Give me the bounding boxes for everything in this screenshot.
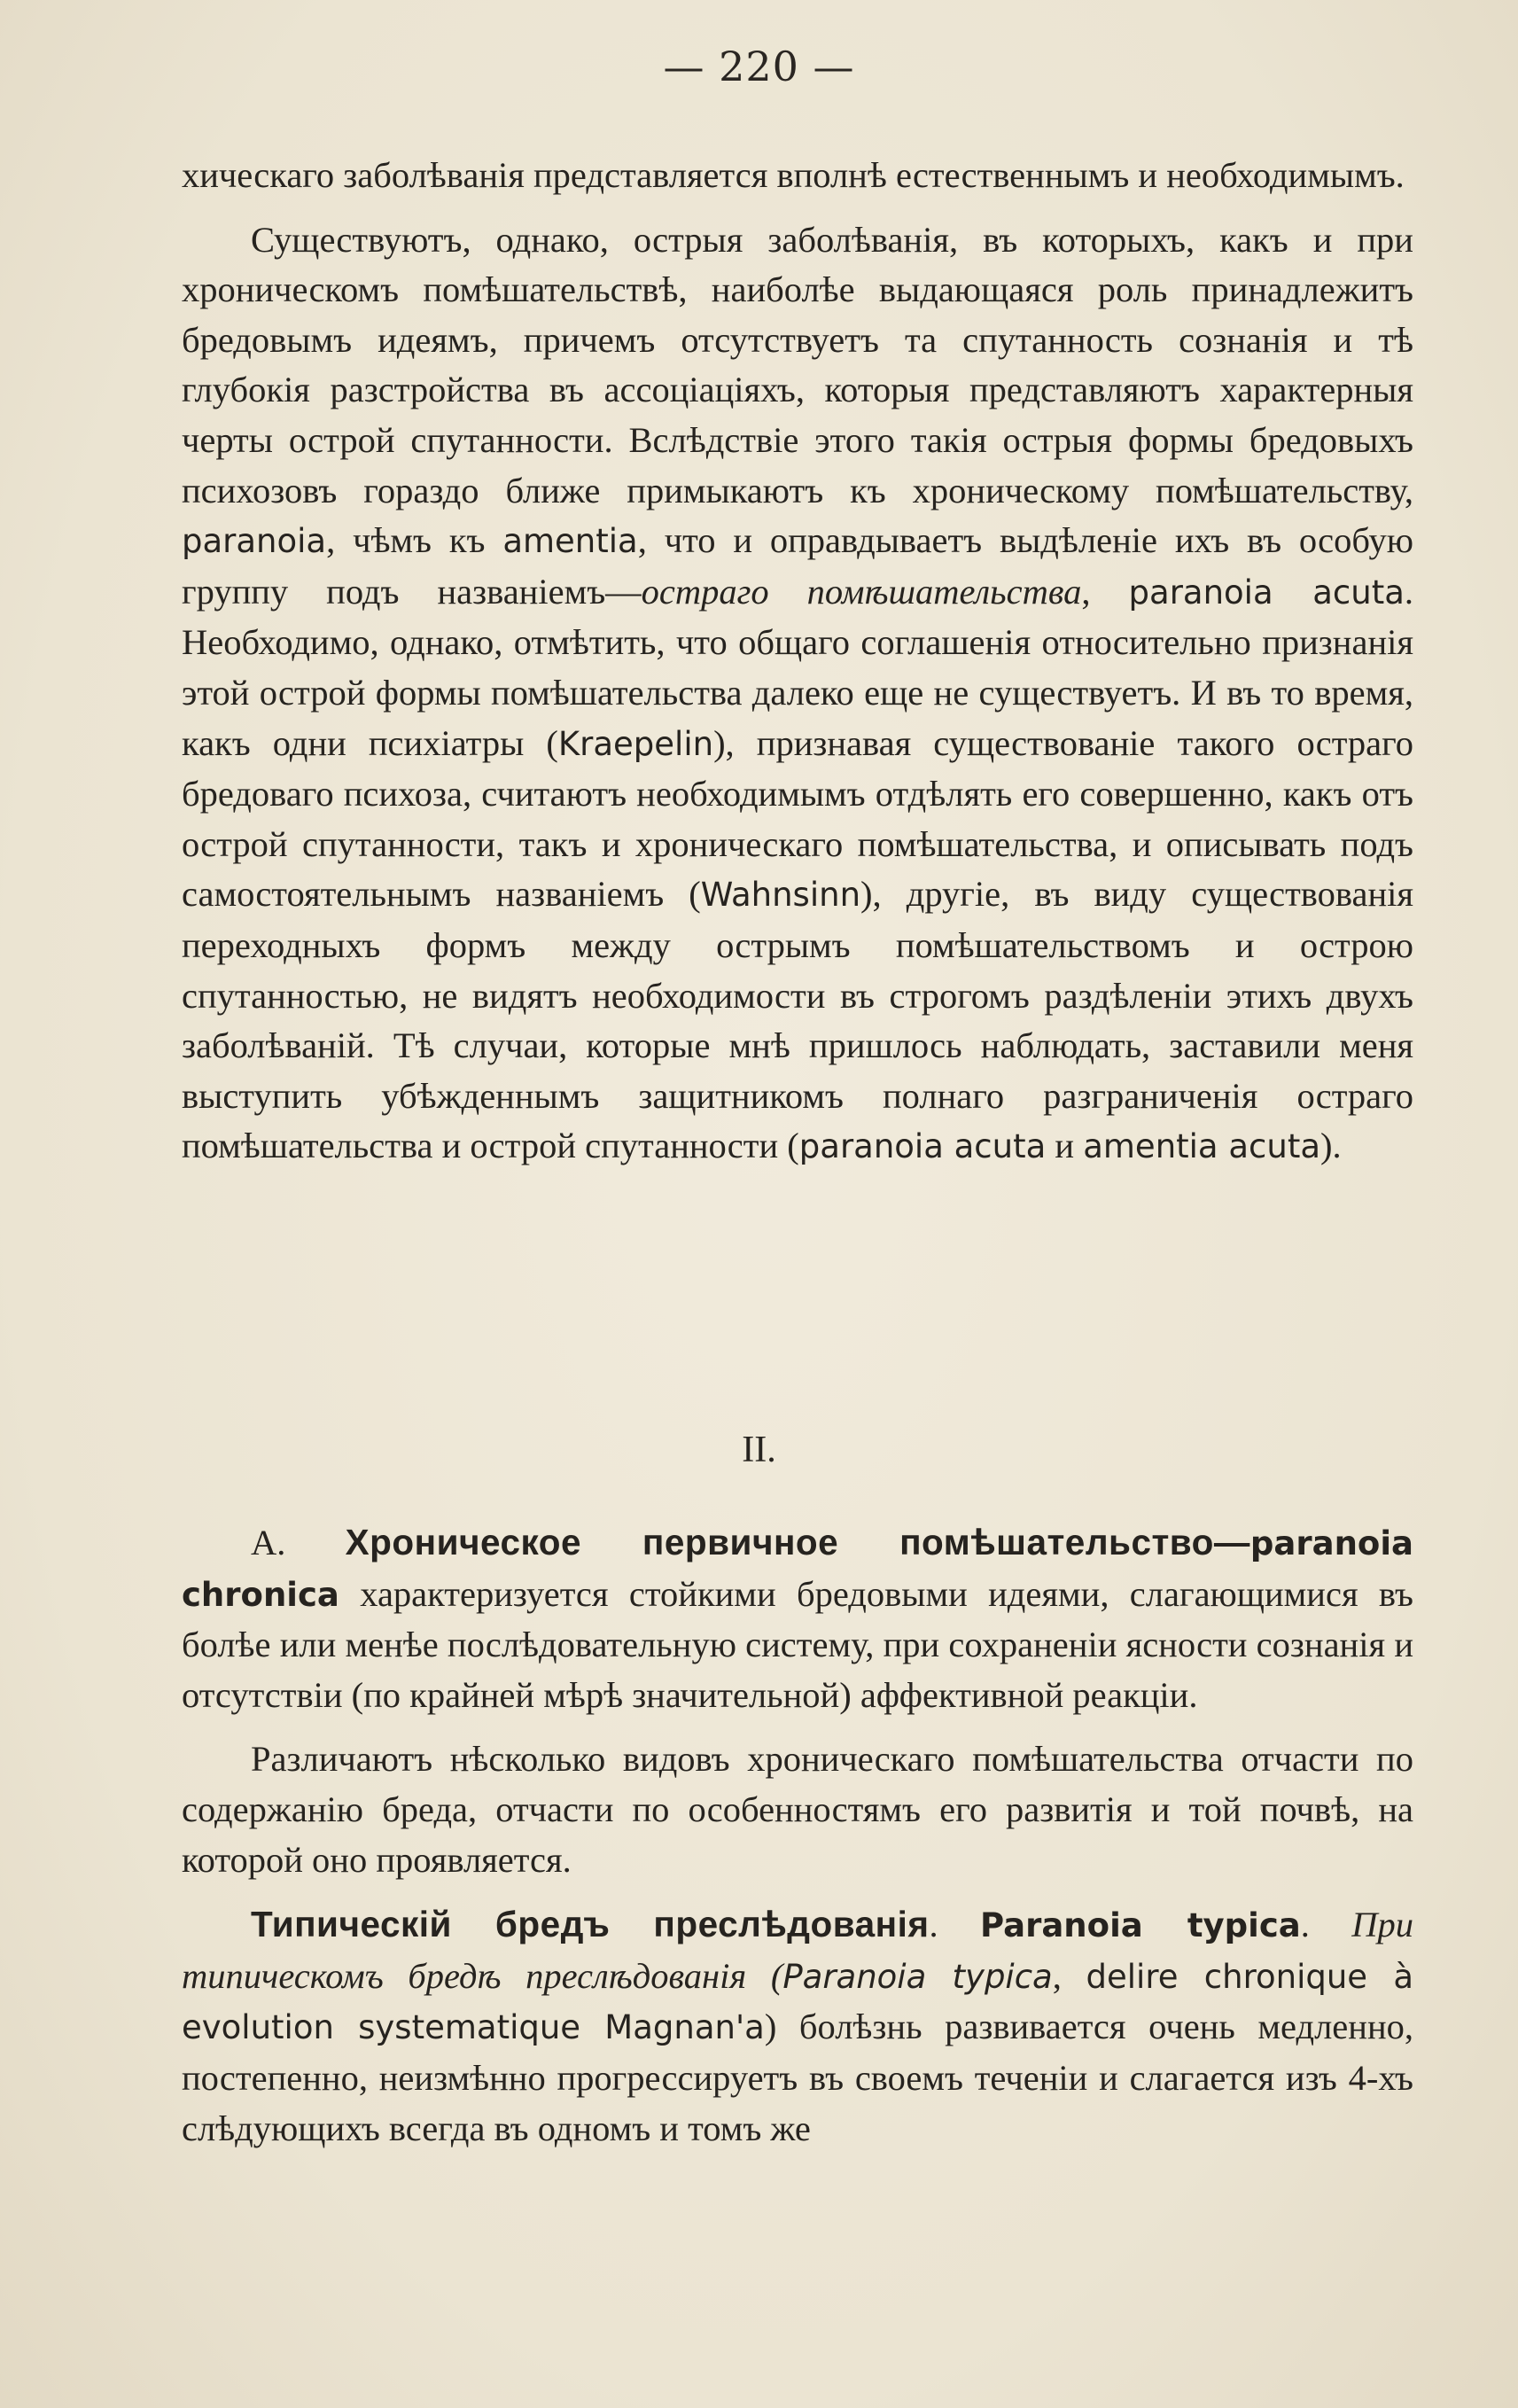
text-lower — [182, 1517, 1413, 2154]
paragraph-continuation: хическаго заболѣванія представляется вполнѣ естественнымъ и необходимымъ. — [182, 155, 1405, 195]
paragraph-chronic-paranoia: А. Хроническое первичное помѣшательство—paranoia chronica характеризуется стойкими бредовыми идеями, слагающимися въ болѣе или менѣе послѣдовательную систему, при сохраненіи ясности сознанія и отсутствіи (по крайней мѣрѣ значительной) аффективной реакціи. — [182, 1522, 1414, 1715]
section-heading: II. — [742, 1430, 776, 1470]
paragraph-acute-paranoia: Существуютъ, однако, острыя заболѣванія, въ которыхъ, какъ и при хроническомъ помѣшательствѣ, наиболѣе выдающаяся роль принадлежитъ бредовымъ идеямъ, причемъ отсутствуетъ та спутанность сознанія и тѣ глубокія разстройства въ ассоціаціяхъ, которыя представляютъ характерныя черты острой спутанности. Вслѣдствіе этого такія острыя формы бредовыхъ психозовъ гораздо ближе примыкаютъ къ хроническому помѣшательству, paranoia, чѣмъ къ amentia, что и оправдываетъ выдѣленіе ихъ въ особую группу подъ названіемъ—остраго помѣшательства, paranoia acuta. Необходимо, однако, отмѣтить, что общаго соглашенія относительно признанія этой острой формы помѣшательства далеко еще не существуетъ. И въ то время, какъ одни психіатры (Kraepelin), признавая существованіе такого остраго бредоваго психоза, считаютъ необходимымъ отдѣлять его совершенно, какъ отъ острой спутанности, такъ и хроническаго помѣшательства, и описывать подъ самостоятельнымъ названіемъ (Wahnsinn), другіе, въ виду существованія переходныхъ формъ между острымъ помѣшательствомъ и острою спутанностью, не видятъ необходимости въ строгомъ раздѣленіи этихъ двухъ заболѣваній. Тѣ случаи, которые мнѣ пришлось наблюдать, заставили меня выступить убѣжденнымъ защитникомъ полнаго разграниченія остраго помѣшательства и острой спутанности (paranoia acuta и amentia acuta). — [182, 219, 1414, 1166]
paragraph-types: Различаютъ нѣсколько видовъ хроническаго помѣшательства отчасти по содержанію бреда, отчасти по особенностямъ его развитія и той почвѣ, на которой оно проявляется. — [182, 1739, 1413, 1880]
page-number: — 220 — — [663, 43, 855, 90]
paragraph-typical-delusion: Типическій бредъ преслѣдованія. Paranoia typica. При типическомъ бредѣ преслѣдованія (Paranoia typica, delire chronique à evolution systematique Magnan'a) болѣзнь развивается очень медленно, постепенно, неизмѣнно прогрессируетъ въ своемъ теченіи и слагается изъ 4-хъ слѣдующихъ всегда въ одномъ и томъ же — [182, 1904, 1414, 2148]
text-upper — [182, 151, 1413, 1173]
